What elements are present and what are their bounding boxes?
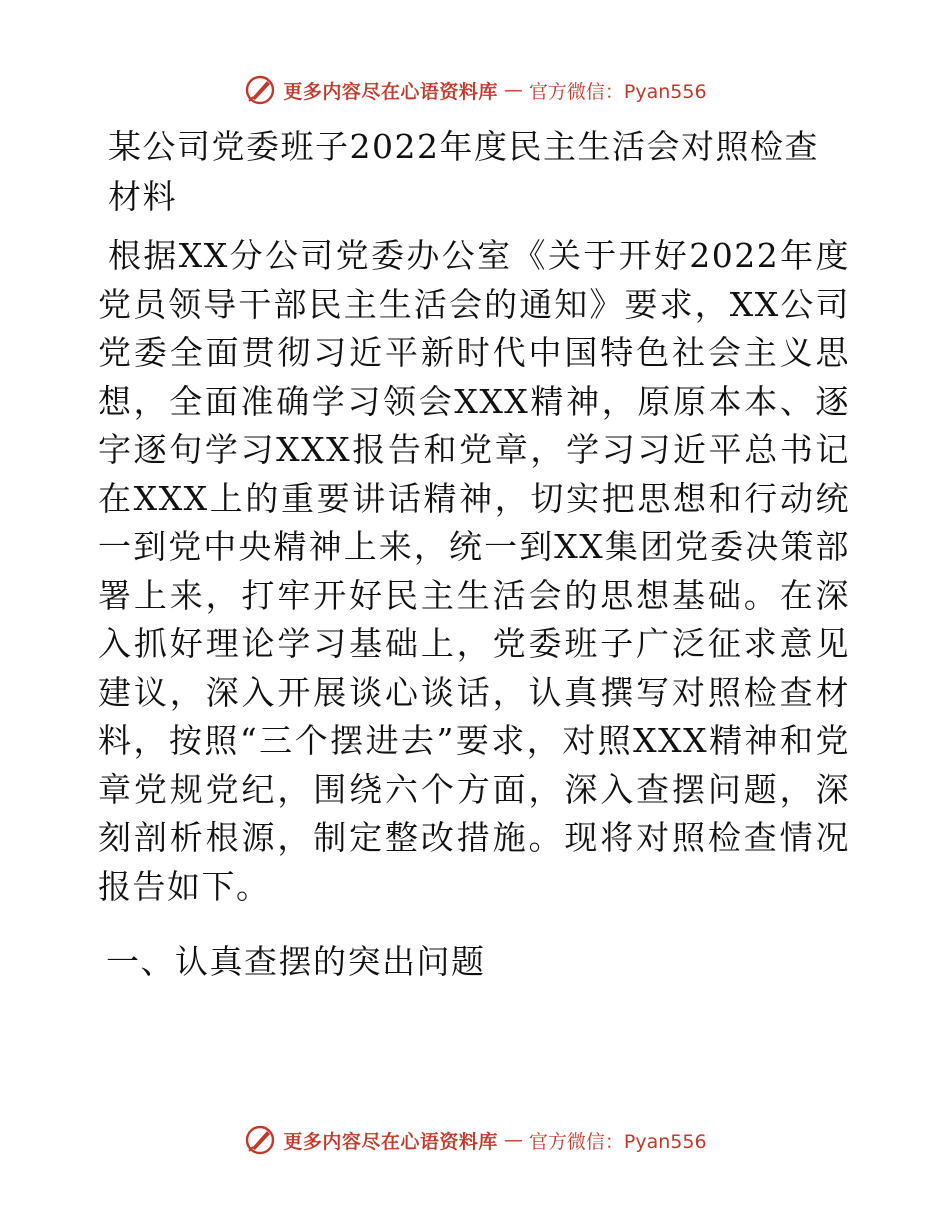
watermark-footer [0, 1122, 950, 1158]
watermark-header [0, 72, 950, 108]
watermark-contact: 官方微信：Pyan556 [528, 80, 707, 103]
watermark-contact: 官方微信：Pyan556 [528, 1130, 707, 1153]
document-title: 某公司党委班子2022年度民主生活会对照检查材料 [108, 127, 819, 216]
watermark-text: 更多内容尽在心语资料库 [283, 1130, 498, 1153]
watermark-text: 更多内容尽在心语资料库 [283, 80, 498, 103]
document-body [98, 122, 850, 987]
watermark-dash: — [503, 79, 523, 101]
section-heading: 一、认真查摆的突出问题 [106, 942, 486, 981]
quill-circle-icon [243, 1123, 277, 1157]
watermark-dash: — [503, 1129, 523, 1151]
intro-paragraph: 根据XX分公司党委办公室《关于开好2022年度党员领导干部民主生活会的通知》要求，XX公司党委全面贯彻习近平新时代中国特色社会主义思想，全面准确学习领会XXX精神，原原本本、逐字逐句学习XXX报告和党章，学习习近平总书记在XXX上的重要讲话精神，切实把思想和行动统一到党中央精神上来，统一到XX集团党委决策部署上来，打牢开好民主生活会的思想基础。在深入抓好理论学习基础上，党委班子广泛征求意见建议，深入开展谈心谈话，认真撰写对照检查材料，按照“三个摆进去”要求，对照XXX精神和党章党规党纪，围绕六个方面，深入查摆问题，深刻剖析根源，制定整改措施。现将对照检查情况报告如下。 [98, 236, 850, 906]
quill-circle-icon [243, 73, 277, 107]
